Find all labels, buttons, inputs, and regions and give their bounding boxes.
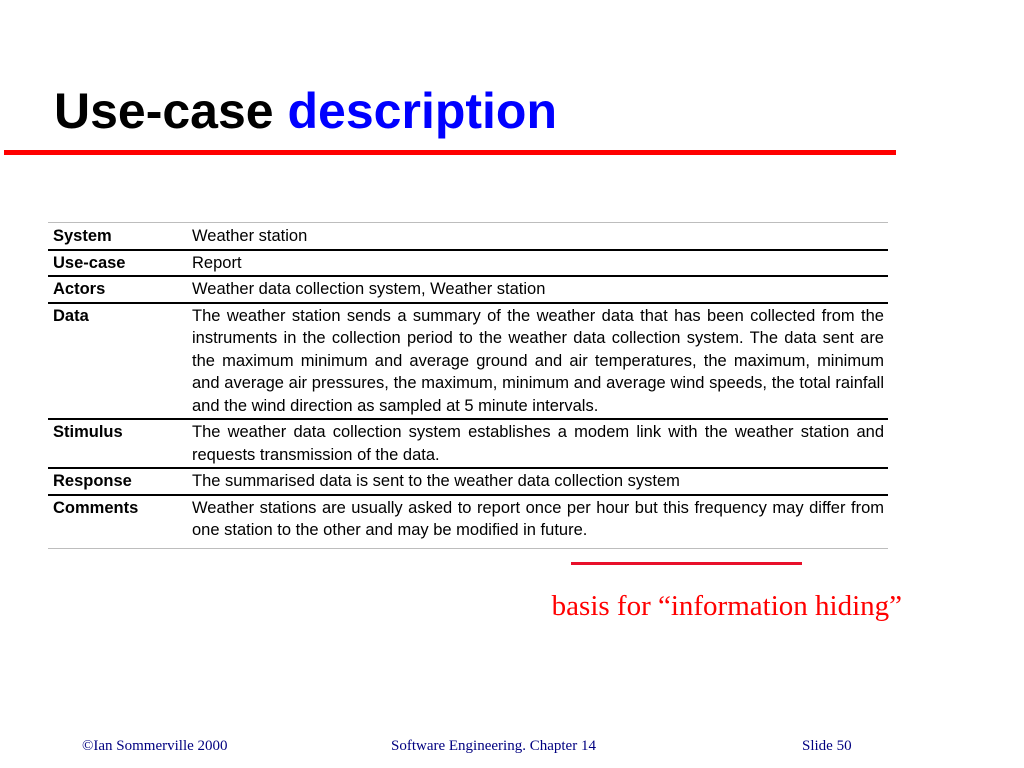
row-label: Data bbox=[53, 306, 89, 325]
title-text-accent: description bbox=[287, 83, 557, 139]
table-row-comments bbox=[48, 496, 888, 548]
table-row-response bbox=[48, 469, 888, 496]
row-value: Weather data collection system, Weather station bbox=[192, 280, 546, 298]
footer-course: Software Engineering. Chapter 14 bbox=[391, 738, 596, 754]
slide-title bbox=[54, 84, 557, 139]
row-label: Comments bbox=[53, 498, 139, 517]
row-value: Report bbox=[192, 253, 242, 272]
row-label: System bbox=[53, 227, 112, 245]
row-label: Response bbox=[53, 472, 132, 490]
row-value: The summarised data is sent to the weather data collection system bbox=[192, 472, 680, 490]
row-value: The weather data collection system establishes a modem link with the weather station and requests transmission of the data. bbox=[192, 423, 884, 464]
footer-slide-number: Slide 50 bbox=[802, 738, 852, 754]
row-value: The weather station sends a summary of the weather data that has been collected from the instruments in the collection period to the weather data collection system. The data sent are the maximum minimum and average ground and air temperatures, the maximum, minimum and average air pressures, the maximum, minimum and average wind speeds, the total rainfall and the wind direction as sampled at 5 minute intervals. bbox=[192, 306, 884, 415]
table-row-system bbox=[48, 223, 888, 251]
table-row-actors bbox=[48, 277, 888, 304]
table-row-data bbox=[48, 304, 888, 421]
title-underline-rule bbox=[4, 150, 896, 155]
row-value: Weather stations are usually asked to report once per hour but this frequency may differ from one station to the other and may be modified in future. bbox=[192, 498, 884, 539]
footer-copyright: ©Ian Sommerville 2000 bbox=[82, 738, 228, 754]
annotation-underline bbox=[571, 562, 802, 565]
table-row-use-case bbox=[48, 251, 888, 278]
row-label: Stimulus bbox=[53, 423, 123, 441]
row-label: Use-case bbox=[53, 253, 126, 272]
use-case-table bbox=[48, 222, 888, 549]
row-label: Actors bbox=[53, 280, 106, 298]
title-text-primary: Use-case bbox=[54, 83, 274, 139]
row-value: Weather station bbox=[192, 227, 308, 245]
information-hiding-note: basis for “information hiding” bbox=[551, 590, 902, 622]
table-row-stimulus bbox=[48, 420, 888, 469]
